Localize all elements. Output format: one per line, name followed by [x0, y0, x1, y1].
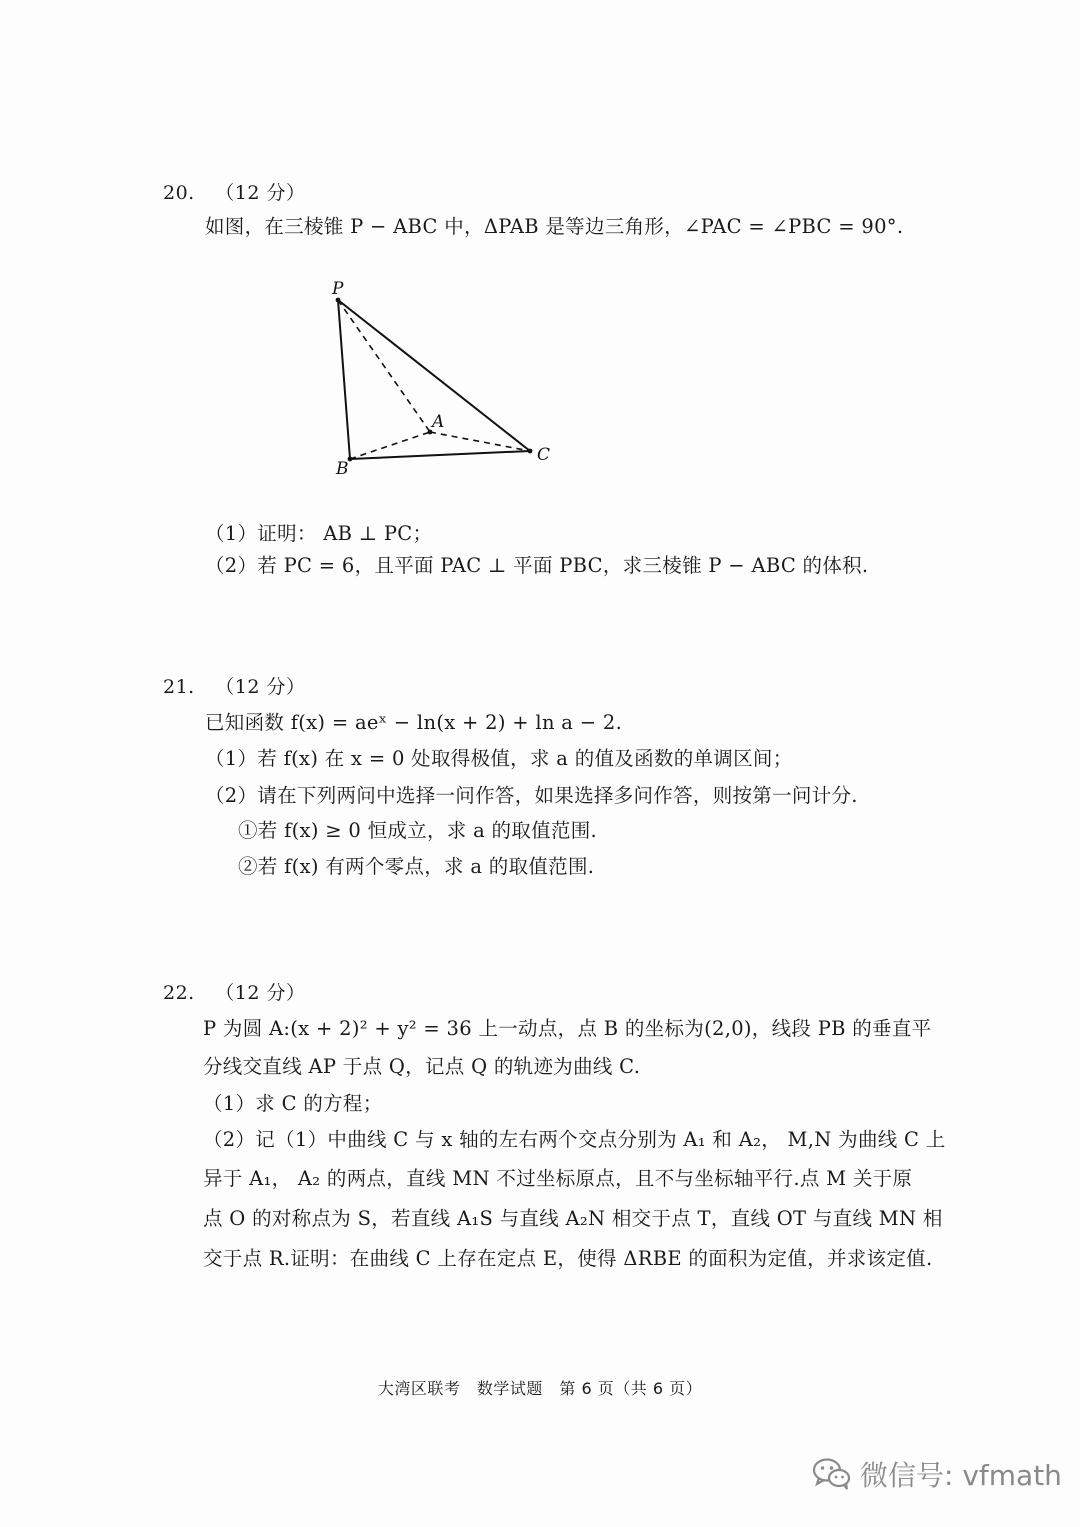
- problem-21-header: [163, 672, 305, 699]
- pyramid-figure: [320, 278, 570, 483]
- problem-score: （12 分）: [215, 982, 306, 1004]
- page-footer: 大湾区联考 数学试题 第 6 页（共 6 页）: [377, 1379, 703, 1398]
- problem-score: （12 分）: [215, 676, 306, 698]
- problem-number: 20.: [163, 182, 195, 204]
- problem-number: 22.: [163, 982, 195, 1004]
- label-C: C: [537, 445, 551, 465]
- label-P: P: [332, 279, 344, 299]
- problem-21-part-1: （1）若 f(x) 在 x = 0 处取得极值，求 a 的值及函数的单调区间；: [205, 747, 793, 770]
- problem-21-part-2: （2）请在下列两问中选择一问作答，如果选择多问作答，则按第一问计分.: [205, 784, 858, 807]
- problem-21-option-2: ②若 f(x) 有两个零点，求 a 的取值范围.: [238, 855, 595, 878]
- problem-number: 21.: [163, 676, 195, 698]
- problem-22-part-2-line-3: 点 O 的对称点为 S，若直线 A₁S 与直线 A₂N 相交于点 T，直线 OT 与直线 MN 相: [203, 1207, 943, 1230]
- problem-20-header: [163, 178, 305, 205]
- watermark: [812, 1454, 1062, 1494]
- problem-20-part-1: （1）证明： AB ⊥ PC；: [205, 522, 433, 545]
- problem-22-stem-line-1: P 为圆 A:(x + 2)² + y² = 36 上一动点，点 B 的坐标为(2,0)，线段 PB 的垂直平: [203, 1017, 932, 1040]
- watermark-text: 微信号: vfmath: [860, 1459, 1062, 1492]
- problem-22-stem-line-2: 分线交直线 AP 于点 Q，记点 Q 的轨迹为曲线 C.: [203, 1055, 641, 1078]
- problem-20-stem: 如图，在三棱锥 P − ABC 中，ΔPAB 是等边三角形，∠PAC = ∠PBC = 90°.: [205, 215, 904, 238]
- label-A: A: [432, 412, 445, 432]
- problem-22-part-2-line-2: 异于 A₁， A₂ 的两点，直线 MN 不过坐标原点，且不与坐标轴平行.点 M 关于原: [203, 1167, 913, 1190]
- problem-22-part-1: （1）求 C 的方程；: [203, 1092, 383, 1115]
- label-B: B: [336, 459, 349, 479]
- problem-22-part-2-line-4: 交于点 R.证明：在曲线 C 上存在定点 E，使得 ΔRBE 的面积为定值，并求该定值.: [203, 1247, 933, 1270]
- wechat-icon: [812, 1456, 852, 1492]
- problem-21-stem: 已知函数 f(x) = aeˣ − ln(x + 2) + ln a − 2.: [205, 711, 623, 734]
- problem-21-option-1: ①若 f(x) ≥ 0 恒成立，求 a 的取值范围.: [238, 819, 597, 842]
- problem-22-part-2-line-1: （2）记（1）中曲线 C 与 x 轴的左右两个交点分别为 A₁ 和 A₂， M,N 为曲线 C 上: [203, 1128, 946, 1151]
- problem-score: （12 分）: [215, 182, 306, 204]
- problem-22-header: [163, 978, 305, 1005]
- problem-20-part-2: （2）若 PC = 6，且平面 PAC ⊥ 平面 PBC，求三棱锥 P − ABC 的体积.: [205, 554, 869, 577]
